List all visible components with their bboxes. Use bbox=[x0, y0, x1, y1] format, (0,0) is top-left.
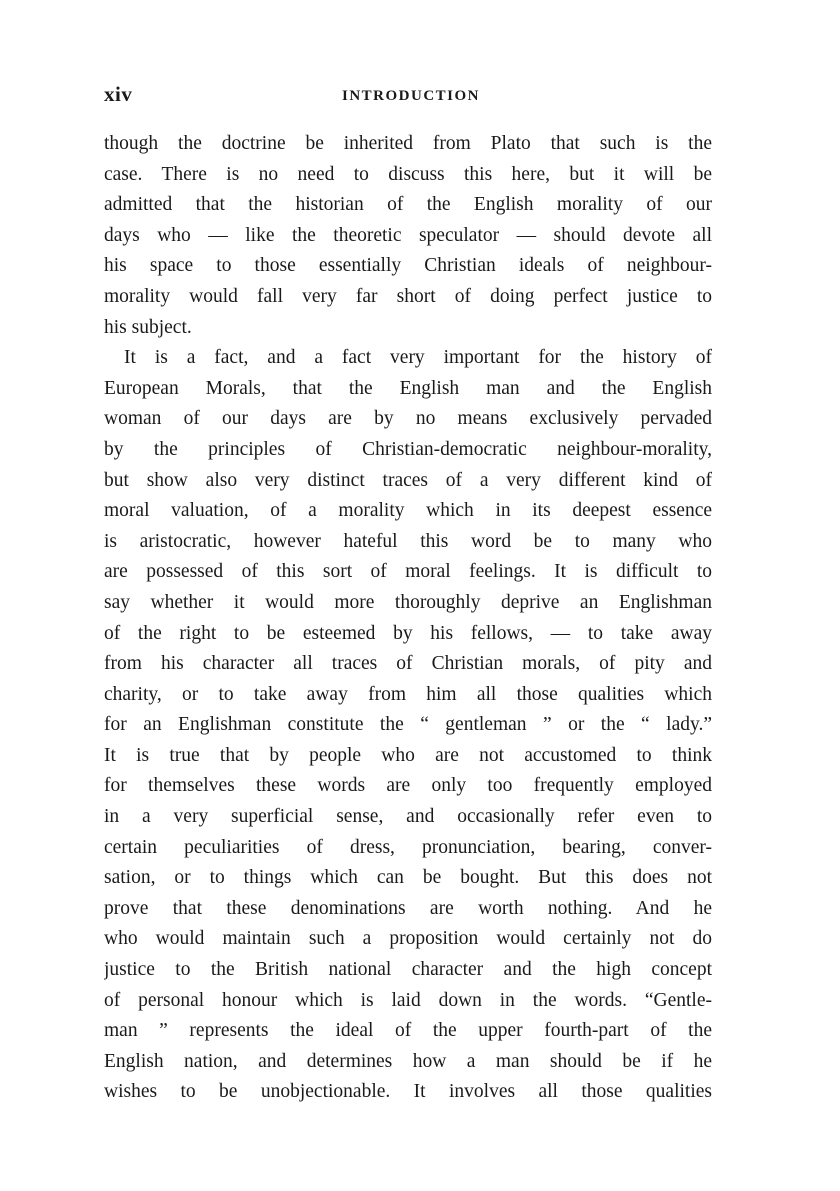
text-line: prove that these denominations are worth nothing. And he bbox=[104, 897, 712, 919]
text-line: It is true that by people who are not accustomed to think bbox=[104, 744, 712, 766]
text-line: justice to the British national character and the high concept bbox=[104, 959, 712, 981]
text-line: morality would fall very far short of doing perfect justice to bbox=[104, 285, 712, 307]
text-line: It is a fact, and a fact very important for the history of bbox=[124, 347, 712, 369]
text-line: case. There is no need to discuss this here, but it will be bbox=[104, 163, 712, 185]
text-line: days who — like the theoretic speculator — should devote all bbox=[104, 224, 712, 246]
page-number: xiv bbox=[104, 82, 133, 106]
text-line: sation, or to things which can be bought. But this does not bbox=[104, 867, 712, 889]
text-line: are possessed of this sort of moral feelings. It is difficult to bbox=[104, 561, 712, 583]
text-line: from his character all traces of Christian morals, of pity and bbox=[104, 653, 712, 675]
text-line: European Morals, that the English man and the English bbox=[104, 377, 712, 399]
text-line: but show also very distinct traces of a very different kind of bbox=[104, 469, 712, 491]
text-line: who would maintain such a proposition would certainly not do bbox=[104, 928, 712, 950]
text-line: wishes to be unobjectionable. It involves all those qualities bbox=[104, 1081, 712, 1103]
text-line: woman of our days are by no means exclusively pervaded bbox=[104, 408, 712, 430]
text-line: though the doctrine be inherited from Plato that such is the bbox=[104, 133, 712, 154]
text-line: by the principles of Christian-democratic neighbour-morality, bbox=[104, 438, 712, 460]
text-line: in a very superficial sense, and occasionally refer even to bbox=[104, 806, 712, 828]
text-line: is aristocratic, however hateful this word be to many who bbox=[104, 530, 712, 552]
text-line: say whether it would more thoroughly deprive an Englishman bbox=[104, 591, 712, 613]
paragraph bbox=[104, 343, 712, 1108]
text-line: charity, or to take away from him all those qualities which bbox=[104, 683, 712, 705]
text-line: his space to those essentially Christian ideals of neighbour- bbox=[104, 255, 712, 277]
text-line: of personal honour which is laid down in the words. “Gentle- bbox=[104, 989, 712, 1011]
running-title: INTRODUCTION bbox=[341, 88, 480, 104]
body-text bbox=[104, 129, 712, 1108]
book-page bbox=[104, 78, 712, 1108]
text-line: English nation, and determines how a man should be if he bbox=[104, 1050, 712, 1072]
running-head bbox=[104, 78, 712, 112]
text-line: certain peculiarities of dress, pronunciation, bearing, conver- bbox=[104, 836, 712, 858]
text-line: man ” represents the ideal of the upper fourth-part of the bbox=[104, 1020, 712, 1042]
text-line: moral valuation, of a morality which in its deepest essence bbox=[104, 500, 712, 522]
text-line: his subject. bbox=[104, 316, 192, 338]
text-line: of the right to be esteemed by his fellows, — to take away bbox=[104, 622, 712, 644]
text-line: for an Englishman constitute the “ gentleman ” or the “ lady.” bbox=[104, 714, 712, 736]
text-line: admitted that the historian of the English morality of our bbox=[104, 194, 712, 216]
text-line: for themselves these words are only too frequently employed bbox=[104, 775, 712, 797]
paragraph bbox=[104, 129, 712, 343]
